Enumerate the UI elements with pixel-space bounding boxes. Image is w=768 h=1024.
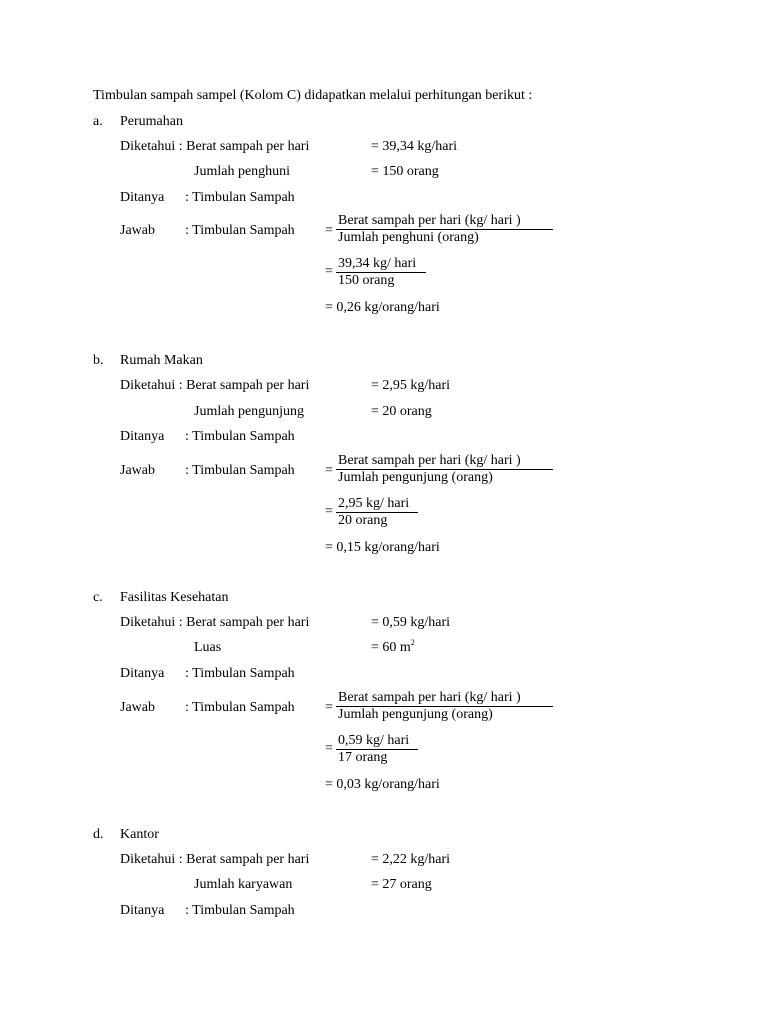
formula-numerator: Berat sampah per hari (kg/ hari ) [338, 213, 521, 228]
equals-sign: = [325, 504, 333, 519]
known-value: = 150 orang [371, 164, 439, 179]
known-value: = 39,34 kg/hari [371, 139, 458, 154]
formula-fraction [336, 453, 553, 486]
asked-text: : Timbulan Sampah [185, 429, 295, 444]
result-text: = 0,15 kg/orang/hari [325, 540, 440, 555]
known-label: Berat sampah per hari [186, 615, 310, 630]
jawab-label: Jawab [120, 223, 155, 238]
section-letter: d. [93, 827, 104, 842]
substitution-fraction [336, 256, 426, 289]
formula-denominator: Jumlah penghuni (orang) [336, 229, 553, 246]
diketahui-label: Diketahui : Berat sampah per hari [120, 615, 310, 630]
intro-text: Timbulan sampah sampel (Kolom C) didapatkan melalui perhitungan berikut : [93, 88, 533, 103]
equals-sign: = [325, 700, 333, 715]
substitution-denominator: 20 orang [336, 512, 418, 529]
substitution-numerator: 0,59 kg/ hari [338, 733, 410, 748]
known-label: Jumlah pengunjung [194, 404, 305, 419]
section-title: Perumahan [120, 114, 183, 129]
known-value: = 27 orang [371, 877, 432, 892]
diketahui-label: Diketahui : Berat sampah per hari [120, 852, 310, 867]
equals-sign: = [325, 223, 333, 238]
answer-label: : Timbulan Sampah [185, 463, 295, 478]
formula-fraction [336, 213, 553, 246]
known-value: = 2,22 kg/hari [371, 852, 451, 867]
known-value: = 20 orang [371, 404, 432, 419]
known-label: Jumlah karyawan [194, 877, 293, 892]
substitution-fraction [336, 496, 418, 529]
ditanya-label: Ditanya [120, 903, 165, 918]
asked-text: : Timbulan Sampah [185, 666, 295, 681]
formula-denominator: Jumlah pengunjung (orang) [336, 469, 553, 486]
superscript: 2 [410, 638, 415, 647]
equals-sign: = [325, 264, 333, 279]
formula-numerator: Berat sampah per hari (kg/ hari ) [338, 690, 521, 705]
answer-label: : Timbulan Sampah [185, 700, 295, 715]
result-text: = 0,26 kg/orang/hari [325, 300, 440, 315]
asked-text: : Timbulan Sampah [185, 903, 295, 918]
known-value: = 2,95 kg/hari [371, 378, 451, 393]
section-title: Rumah Makan [120, 353, 203, 368]
substitution-fraction [336, 733, 418, 766]
section-letter: b. [93, 353, 104, 368]
diketahui-label: Diketahui : Berat sampah per hari [120, 139, 310, 154]
substitution-numerator: 39,34 kg/ hari [338, 256, 417, 271]
substitution-denominator: 150 orang [336, 272, 426, 289]
known-value: = 0,59 kg/hari [371, 615, 451, 630]
known-label: Jumlah penghuni [194, 164, 291, 179]
ditanya-label: Ditanya [120, 190, 165, 205]
formula-denominator: Jumlah pengunjung (orang) [336, 706, 553, 723]
known-label: Berat sampah per hari [186, 139, 310, 154]
jawab-label: Jawab [120, 463, 155, 478]
formula-numerator: Berat sampah per hari (kg/ hari ) [338, 453, 521, 468]
diketahui-label: Diketahui : Berat sampah per hari [120, 378, 310, 393]
substitution-numerator: 2,95 kg/ hari [338, 496, 410, 511]
asked-text: : Timbulan Sampah [185, 190, 295, 205]
equals-sign: = [325, 463, 333, 478]
answer-label: : Timbulan Sampah [185, 223, 295, 238]
section-title: Kantor [120, 827, 159, 842]
known-label: Berat sampah per hari [186, 852, 310, 867]
section-letter: c. [93, 590, 103, 605]
formula-fraction [336, 690, 553, 723]
ditanya-label: Ditanya [120, 429, 165, 444]
section-title: Fasilitas Kesehatan [120, 590, 229, 605]
result-text: = 0,03 kg/orang/hari [325, 777, 440, 792]
known-label: Berat sampah per hari [186, 378, 310, 393]
jawab-label: Jawab [120, 700, 155, 715]
section-letter: a. [93, 114, 103, 129]
known-value: = 60 $m^2$ [371, 638, 415, 655]
ditanya-label: Ditanya [120, 666, 165, 681]
known-label: Luas [194, 640, 222, 655]
equals-sign: = [325, 741, 333, 756]
substitution-denominator: 17 orang [336, 749, 418, 766]
